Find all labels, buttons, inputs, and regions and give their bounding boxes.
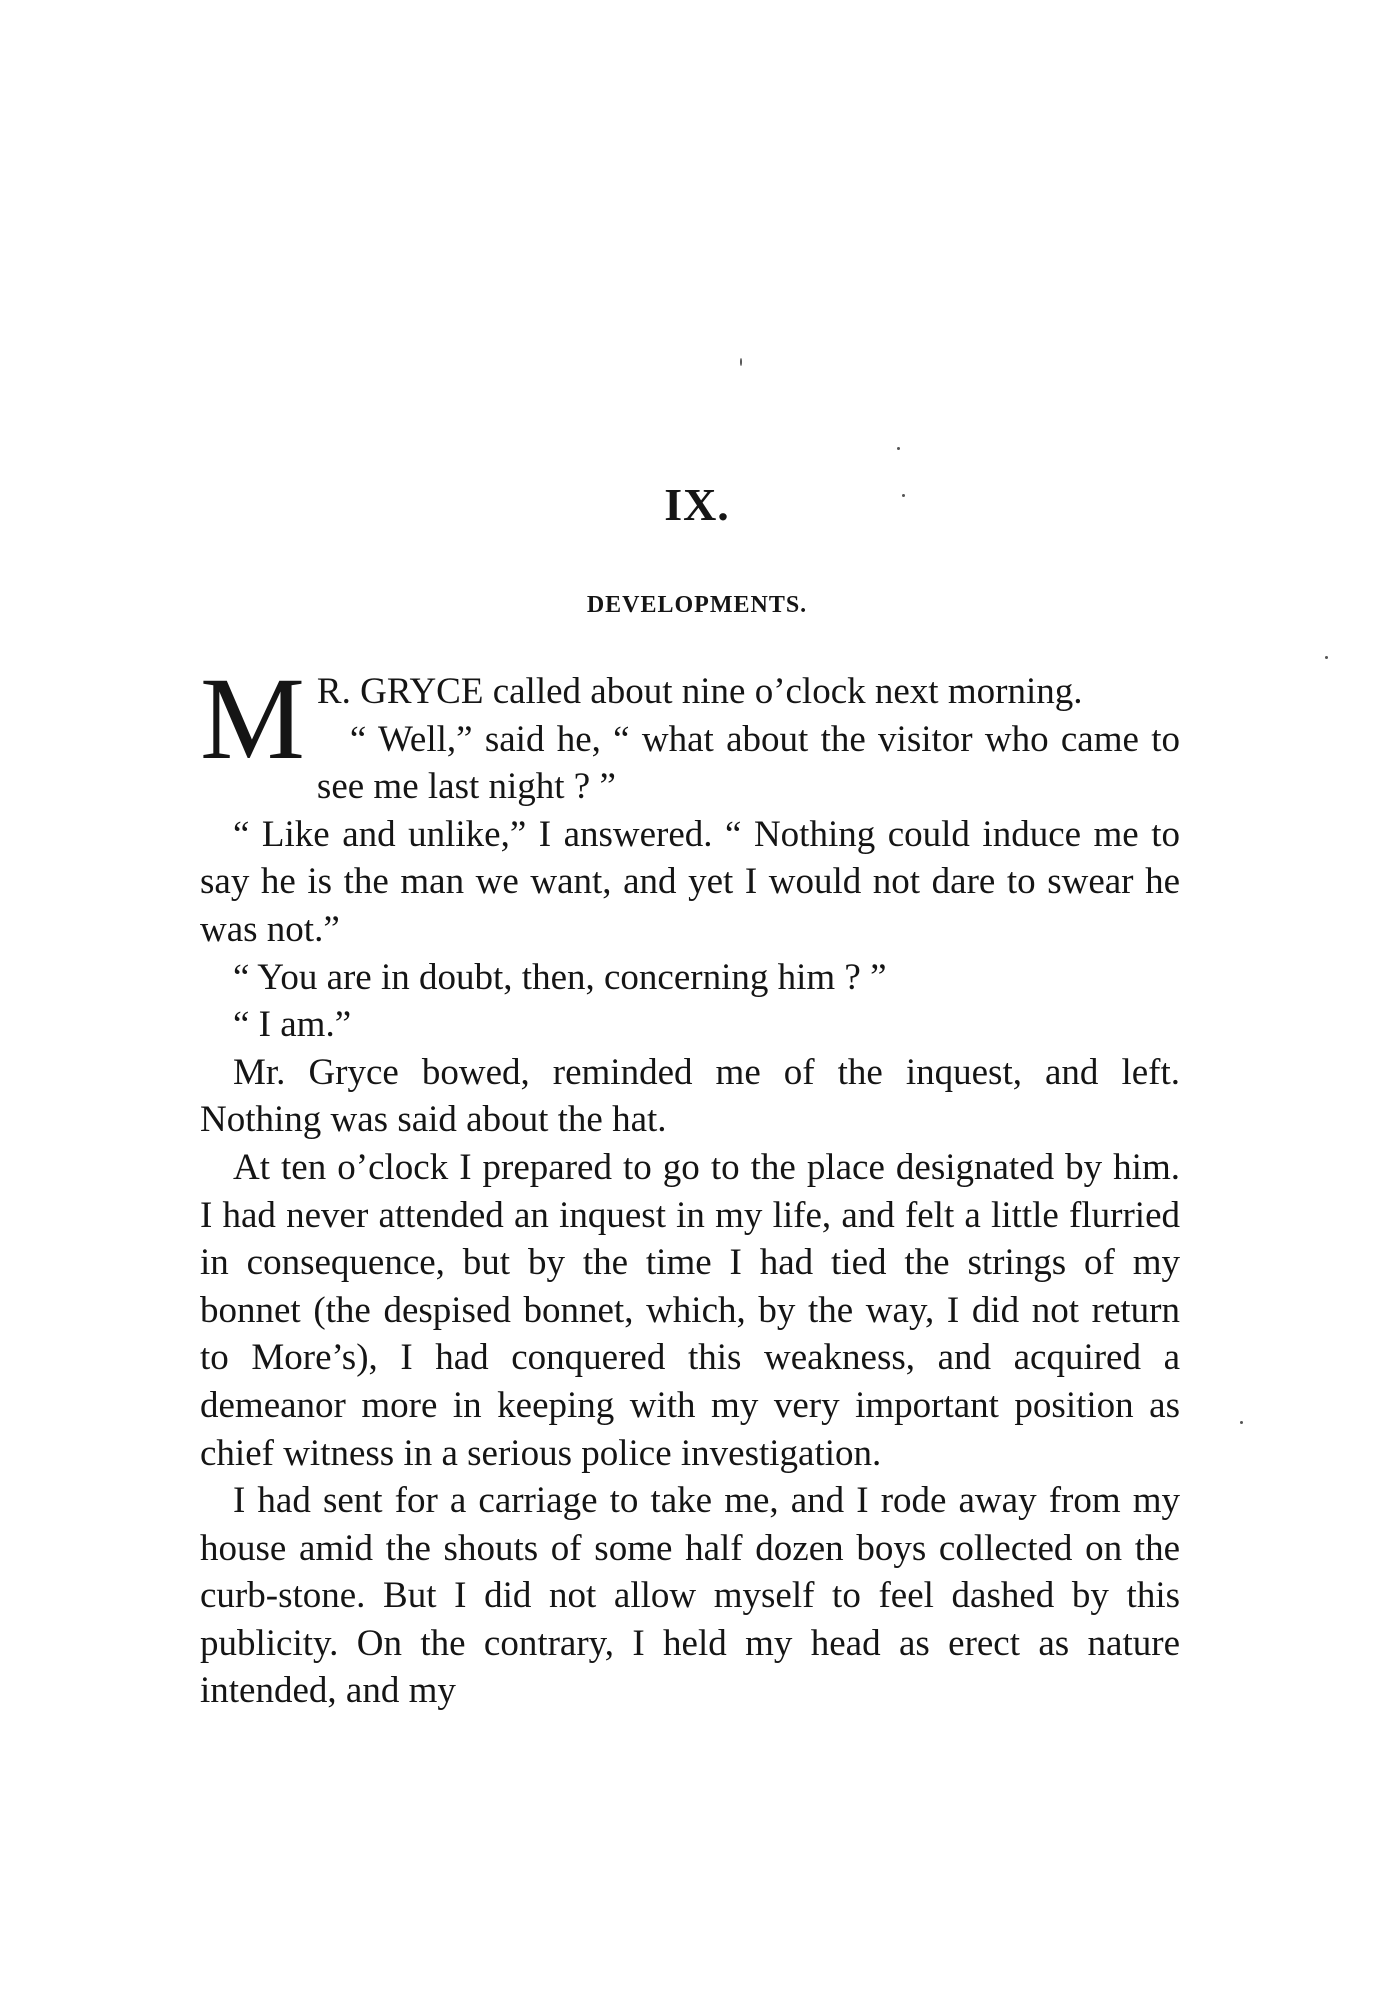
paragraph-4: “ You are in doubt, then, concerning him ? ” [233, 956, 887, 998]
scan-speck [897, 447, 900, 450]
body-text [200, 653, 1180, 1715]
paragraph-7: At ten o’clock I prepared to go to the place designated by him. I had never attended an inquest in my life, and felt a little flurried in consequence, but by the time I had tied the strings of my bonnet (the despised bonnet, which, by the way, I did not return to More’s), I had conquered this weakness, and acquired a demeanor more in keeping with my very important position as chief witness in a serious police investigation. [200, 1146, 1180, 1474]
paragraph-3: “ Like and unlike,” I answered. “ Nothing could induce me to say he is the man we want, and yet I would not dare to swear he was not.” [200, 813, 1180, 950]
paragraph-8: I had sent for a carriage to take me, and I rode away from my house amid the shouts of some half dozen boys collected on the curb-stone. But I did not allow myself to feel dashed by this publicity. On the contrary, I held my head as erect as nature intended, and my [200, 1480, 1180, 1712]
chapter-title: DEVELOPMENTS. [586, 592, 808, 618]
drop-cap: M [200, 653, 305, 784]
paragraph-6: Mr. Gryce bowed, reminded me of the inquest, and left. Nothing was said about the hat. [200, 1051, 1180, 1141]
scan-speck [902, 494, 905, 497]
scan-speck [1325, 656, 1328, 659]
scan-speck [1240, 1421, 1243, 1424]
scan-speck [740, 358, 742, 366]
chapter-number: IX. [664, 479, 730, 530]
paragraph-1-text: R. GRYCE called about nine o’clock next morning. [316, 671, 1083, 712]
paragraph-2: “ Well,” said he, “ what about the visitor who came to see me last night ? ” [316, 718, 1180, 808]
paragraph-5: “ I am.” [233, 1004, 352, 1046]
